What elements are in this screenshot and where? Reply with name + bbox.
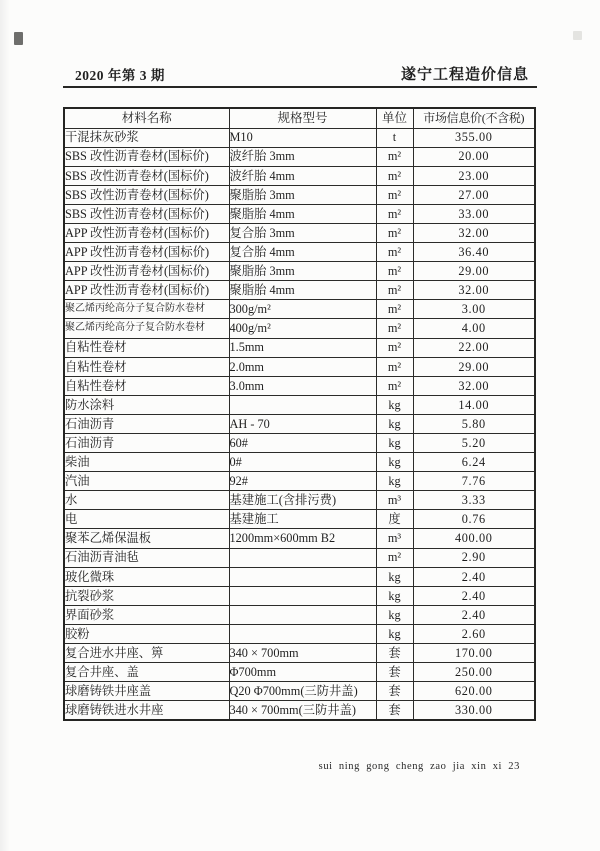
unit-cell: t bbox=[376, 128, 413, 147]
table-row bbox=[64, 548, 535, 567]
price-cell: 5.80 bbox=[413, 414, 535, 433]
material-name-cell: 自粘性卷材 bbox=[64, 338, 229, 357]
material-name-cell: APP 改性沥青卷材(国标价) bbox=[64, 243, 229, 262]
table-row bbox=[64, 644, 535, 663]
spec-cell: M10 bbox=[229, 128, 376, 147]
table-row bbox=[64, 319, 535, 338]
column-header-unit: 单位 bbox=[376, 108, 413, 128]
table-row bbox=[64, 357, 535, 376]
material-name-cell: SBS 改性沥青卷材(国标价) bbox=[64, 204, 229, 223]
material-name-cell: APP 改性沥青卷材(国标价) bbox=[64, 281, 229, 300]
header-rule bbox=[63, 86, 537, 88]
price-cell: 3.33 bbox=[413, 491, 535, 510]
table-row bbox=[64, 567, 535, 586]
spec-cell: 复合胎 3mm bbox=[229, 223, 376, 242]
unit-cell: 套 bbox=[376, 701, 413, 721]
column-header-material-name: 材料名称 bbox=[64, 108, 229, 128]
table-row bbox=[64, 204, 535, 223]
material-name-cell: 聚乙烯丙纶高分子复合防水卷材 bbox=[64, 319, 229, 338]
price-cell: 400.00 bbox=[413, 529, 535, 548]
spec-cell: 波纤胎 4mm bbox=[229, 166, 376, 185]
spec-cell bbox=[229, 395, 376, 414]
unit-cell: m² bbox=[376, 376, 413, 395]
unit-cell: m² bbox=[376, 204, 413, 223]
unit-cell: 度 bbox=[376, 510, 413, 529]
price-cell: 4.00 bbox=[413, 319, 535, 338]
page-footer bbox=[319, 761, 520, 772]
price-cell: 23.00 bbox=[413, 166, 535, 185]
price-cell: 36.40 bbox=[413, 243, 535, 262]
price-cell: 32.00 bbox=[413, 281, 535, 300]
table-row bbox=[64, 605, 535, 624]
price-cell: 33.00 bbox=[413, 204, 535, 223]
unit-cell: 套 bbox=[376, 663, 413, 682]
spec-cell bbox=[229, 567, 376, 586]
footer-pinyin: sui ning gong cheng zao jia xin xi bbox=[318, 761, 503, 772]
unit-cell: kg bbox=[376, 624, 413, 643]
spec-cell: 复合胎 4mm bbox=[229, 243, 376, 262]
table-header bbox=[64, 108, 535, 128]
table-row bbox=[64, 472, 535, 491]
table-row bbox=[64, 395, 535, 414]
spec-cell: 340 × 700mm(三防井盖) bbox=[229, 701, 376, 721]
material-name-cell: 聚苯乙烯保温板 bbox=[64, 529, 229, 548]
price-cell: 7.76 bbox=[413, 472, 535, 491]
spec-cell: 聚脂胎 3mm bbox=[229, 262, 376, 281]
unit-cell: m² bbox=[376, 262, 413, 281]
price-cell: 29.00 bbox=[413, 357, 535, 376]
material-name-cell: 球磨铸铁井座盖 bbox=[64, 682, 229, 701]
column-header-spec-model: 规格型号 bbox=[229, 108, 376, 128]
material-name-cell: 胶粉 bbox=[64, 624, 229, 643]
table-row bbox=[64, 128, 535, 147]
spec-cell: Φ700mm bbox=[229, 663, 376, 682]
material-name-cell: SBS 改性沥青卷材(国标价) bbox=[64, 166, 229, 185]
material-name-cell: 防水涂料 bbox=[64, 395, 229, 414]
unit-cell: kg bbox=[376, 605, 413, 624]
page-number: 23 bbox=[508, 761, 520, 772]
table-row bbox=[64, 624, 535, 643]
table-row bbox=[64, 338, 535, 357]
table-row bbox=[64, 510, 535, 529]
column-header-market-price: 市场信息价(不含税) bbox=[413, 108, 535, 128]
spec-cell: 2.0mm bbox=[229, 357, 376, 376]
unit-cell: m² bbox=[376, 548, 413, 567]
spec-cell: Q20 Φ700mm(三防井盖) bbox=[229, 682, 376, 701]
material-name-cell: 水 bbox=[64, 491, 229, 510]
material-name-cell: 干混抹灰砂浆 bbox=[64, 128, 229, 147]
table-row bbox=[64, 491, 535, 510]
table-row bbox=[64, 682, 535, 701]
unit-cell: m² bbox=[376, 319, 413, 338]
material-name-cell: 复合进水井座、箅 bbox=[64, 644, 229, 663]
spec-cell: 1.5mm bbox=[229, 338, 376, 357]
table-row bbox=[64, 376, 535, 395]
price-cell: 330.00 bbox=[413, 701, 535, 721]
price-cell: 170.00 bbox=[413, 644, 535, 663]
unit-cell: m² bbox=[376, 147, 413, 166]
price-cell: 620.00 bbox=[413, 682, 535, 701]
unit-cell: m² bbox=[376, 300, 413, 319]
price-cell: 2.60 bbox=[413, 624, 535, 643]
spec-cell: 0# bbox=[229, 453, 376, 472]
spec-cell: 60# bbox=[229, 434, 376, 453]
unit-cell: m³ bbox=[376, 491, 413, 510]
price-cell: 3.00 bbox=[413, 300, 535, 319]
unit-cell: m² bbox=[376, 166, 413, 185]
material-name-cell: 汽油 bbox=[64, 472, 229, 491]
price-cell: 2.90 bbox=[413, 548, 535, 567]
spec-cell bbox=[229, 605, 376, 624]
unit-cell: m² bbox=[376, 223, 413, 242]
table-row bbox=[64, 434, 535, 453]
table-body bbox=[64, 128, 535, 720]
spec-cell: 3.0mm bbox=[229, 376, 376, 395]
unit-cell: 套 bbox=[376, 682, 413, 701]
spec-cell: 340 × 700mm bbox=[229, 644, 376, 663]
unit-cell: kg bbox=[376, 434, 413, 453]
unit-cell: kg bbox=[376, 567, 413, 586]
unit-cell: m² bbox=[376, 185, 413, 204]
price-cell: 29.00 bbox=[413, 262, 535, 281]
table-row bbox=[64, 300, 535, 319]
spec-cell: 400g/m² bbox=[229, 319, 376, 338]
price-cell: 6.24 bbox=[413, 453, 535, 472]
table-row bbox=[64, 166, 535, 185]
table-row bbox=[64, 414, 535, 433]
table-row bbox=[64, 185, 535, 204]
table-row bbox=[64, 262, 535, 281]
spec-cell: AH - 70 bbox=[229, 414, 376, 433]
table-row bbox=[64, 529, 535, 548]
price-cell: 32.00 bbox=[413, 376, 535, 395]
material-name-cell: SBS 改性沥青卷材(国标价) bbox=[64, 147, 229, 166]
table-row bbox=[64, 281, 535, 300]
unit-cell: 套 bbox=[376, 644, 413, 663]
table-row bbox=[64, 223, 535, 242]
scan-edge-shading bbox=[0, 0, 10, 851]
scan-artifact-mark bbox=[573, 31, 582, 40]
price-cell: 14.00 bbox=[413, 395, 535, 414]
spec-cell: 基建施工(含排污费) bbox=[229, 491, 376, 510]
price-cell: 2.40 bbox=[413, 605, 535, 624]
material-name-cell: 石油沥青 bbox=[64, 434, 229, 453]
material-name-cell: 自粘性卷材 bbox=[64, 376, 229, 395]
unit-cell: m² bbox=[376, 281, 413, 300]
spec-cell: 基建施工 bbox=[229, 510, 376, 529]
spec-cell: 聚脂胎 4mm bbox=[229, 281, 376, 300]
material-name-cell: APP 改性沥青卷材(国标价) bbox=[64, 262, 229, 281]
material-name-cell: 电 bbox=[64, 510, 229, 529]
table-row bbox=[64, 586, 535, 605]
spec-cell bbox=[229, 586, 376, 605]
spec-cell: 聚脂胎 3mm bbox=[229, 185, 376, 204]
spec-cell bbox=[229, 548, 376, 567]
issue-label: 2020 年第 3 期 bbox=[75, 68, 165, 83]
unit-cell: m² bbox=[376, 338, 413, 357]
spec-cell: 92# bbox=[229, 472, 376, 491]
price-cell: 355.00 bbox=[413, 128, 535, 147]
price-cell: 32.00 bbox=[413, 223, 535, 242]
material-name-cell: 复合井座、盖 bbox=[64, 663, 229, 682]
scan-artifact-mark bbox=[14, 32, 23, 45]
price-cell: 2.40 bbox=[413, 586, 535, 605]
table-row bbox=[64, 453, 535, 472]
material-name-cell: APP 改性沥青卷材(国标价) bbox=[64, 223, 229, 242]
spec-cell: 300g/m² bbox=[229, 300, 376, 319]
material-name-cell: 聚乙烯丙纶高分子复合防水卷材 bbox=[64, 300, 229, 319]
table-row bbox=[64, 243, 535, 262]
material-name-cell: 界面砂浆 bbox=[64, 605, 229, 624]
running-head bbox=[63, 56, 537, 84]
unit-cell: kg bbox=[376, 472, 413, 491]
table-header-row bbox=[64, 108, 535, 128]
material-name-cell: 球磨铸铁进水井座 bbox=[64, 701, 229, 721]
material-name-cell: 玻化微珠 bbox=[64, 567, 229, 586]
spec-cell: 1200mm×600mm B2 bbox=[229, 529, 376, 548]
material-name-cell: SBS 改性沥青卷材(国标价) bbox=[64, 185, 229, 204]
unit-cell: kg bbox=[376, 414, 413, 433]
price-cell: 2.40 bbox=[413, 567, 535, 586]
price-cell: 5.20 bbox=[413, 434, 535, 453]
unit-cell: kg bbox=[376, 586, 413, 605]
material-name-cell: 石油沥青 bbox=[64, 414, 229, 433]
price-cell: 27.00 bbox=[413, 185, 535, 204]
material-name-cell: 石油沥青油毡 bbox=[64, 548, 229, 567]
table-row bbox=[64, 663, 535, 682]
material-name-cell: 自粘性卷材 bbox=[64, 357, 229, 376]
price-cell: 22.00 bbox=[413, 338, 535, 357]
unit-cell: m² bbox=[376, 357, 413, 376]
spec-cell bbox=[229, 624, 376, 643]
price-cell: 250.00 bbox=[413, 663, 535, 682]
material-price-table bbox=[63, 107, 536, 721]
spec-cell: 波纤胎 3mm bbox=[229, 147, 376, 166]
material-name-cell: 柴油 bbox=[64, 453, 229, 472]
unit-cell: kg bbox=[376, 453, 413, 472]
spec-cell: 聚脂胎 4mm bbox=[229, 204, 376, 223]
unit-cell: m² bbox=[376, 243, 413, 262]
table-row bbox=[64, 701, 535, 721]
price-cell: 0.76 bbox=[413, 510, 535, 529]
unit-cell: kg bbox=[376, 395, 413, 414]
table-row bbox=[64, 147, 535, 166]
material-name-cell: 抗裂砂浆 bbox=[64, 586, 229, 605]
price-cell: 20.00 bbox=[413, 147, 535, 166]
unit-cell: m³ bbox=[376, 529, 413, 548]
publication-title: 遂宁工程造价信息 bbox=[400, 67, 529, 83]
